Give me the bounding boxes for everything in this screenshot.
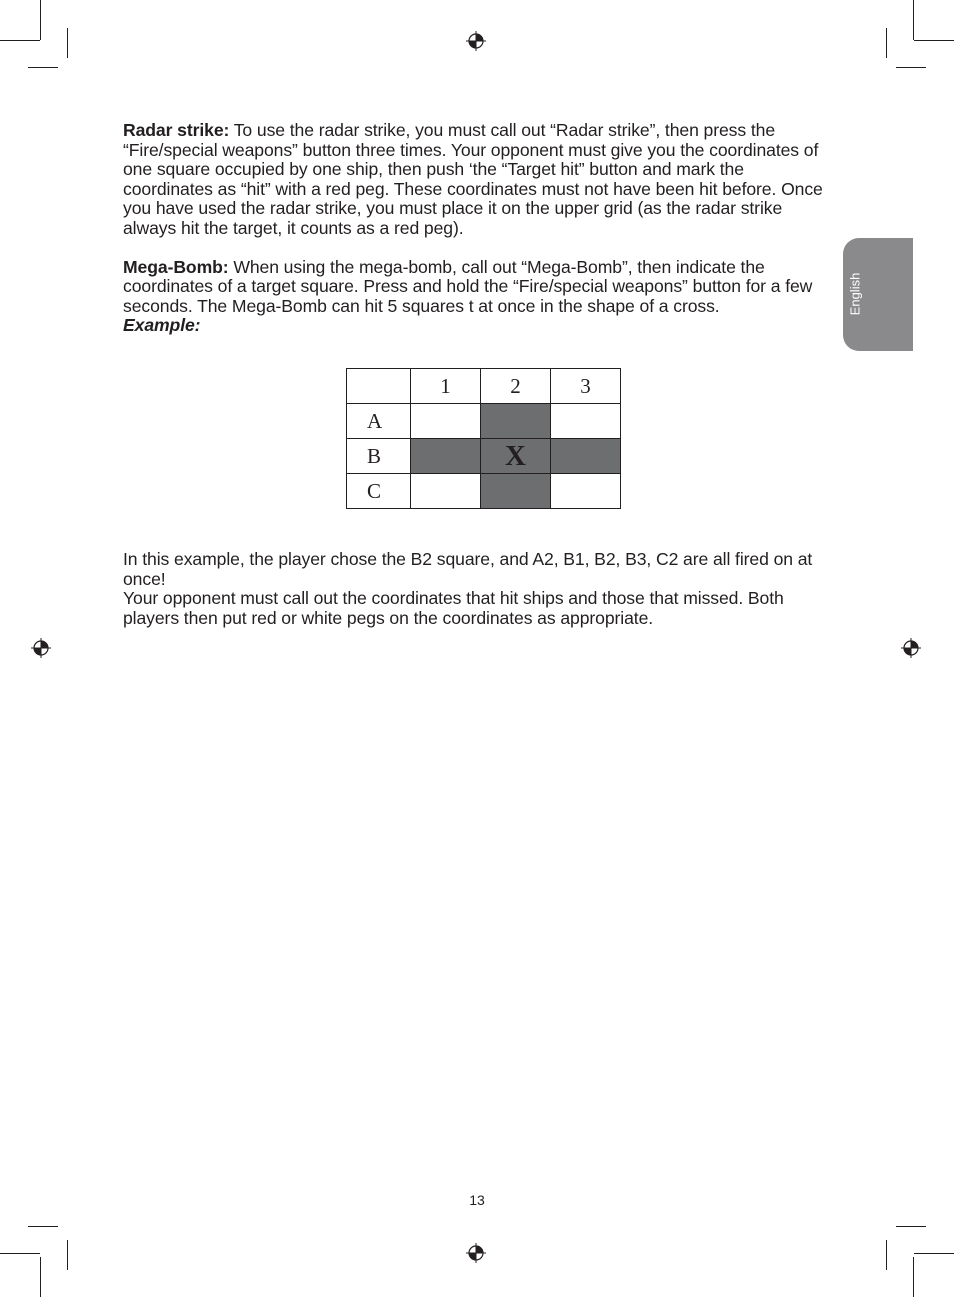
crop-mark [886, 1240, 887, 1270]
crop-mark [28, 67, 58, 68]
crop-mark [40, 0, 41, 40]
example-label: Example: [123, 315, 201, 335]
grid-cell-a3 [551, 404, 621, 439]
crop-mark [914, 1253, 954, 1254]
radar-strike-paragraph [123, 121, 833, 238]
crop-mark [0, 1253, 40, 1254]
grid-corner-cell [347, 369, 411, 404]
grid-cell-c2 [481, 474, 551, 509]
explanation-block [123, 550, 833, 628]
mega-bomb-paragraph [123, 258, 833, 317]
mega-bomb-heading: Mega-Bomb: [123, 256, 229, 277]
grid-cell-a2 [481, 404, 551, 439]
example-grid [346, 368, 621, 509]
grid-row-header: C [347, 474, 411, 509]
crop-mark [913, 0, 914, 40]
grid-cell-b3 [551, 439, 621, 474]
grid-cell-b1 [411, 439, 481, 474]
crop-mark [40, 1257, 41, 1297]
grid-column-header: 3 [551, 369, 621, 404]
grid-row-header: B [347, 439, 411, 474]
crop-mark [896, 67, 926, 68]
grid-cell-b2-target: X [481, 439, 551, 474]
crop-mark [914, 40, 954, 41]
radar-strike-body: To use the radar strike, you must call out “Radar strike”, then press the “Fire/special weapons” button three times. Your opponent must give you the coordinates of one square occupied by one ship, then push ‘the “Target hit” button and mark the coordinates as “hit” with a red peg. These coordinates must not have been hit before. Once you have used the radar strike, you must place it on the upper grid (as the radar strike always hit the target, it counts as a red peg). [123, 120, 823, 238]
grid-row [347, 439, 621, 474]
grid-column-header: 1 [411, 369, 481, 404]
page-number: 13 [469, 1192, 485, 1208]
crop-mark [0, 40, 40, 41]
crop-mark [67, 1240, 68, 1270]
crop-mark [886, 28, 887, 58]
explanation-line-2: Your opponent must call out the coordinates that hit ships and those that missed. Both players then put red or white pegs on the coordinates as appropriate. [123, 588, 784, 628]
grid-row [347, 404, 621, 439]
explanation-line-1: In this example, the player chose the B2 square, and A2, B1, B2, B3, C2 are all fired on at once! [123, 549, 813, 589]
registration-mark-icon [466, 1243, 486, 1263]
page-content [123, 121, 833, 336]
language-tab-label: English [847, 272, 863, 316]
grid-cell-c1 [411, 474, 481, 509]
grid-cell-c3 [551, 474, 621, 509]
grid-column-header: 2 [481, 369, 551, 404]
registration-mark-icon [901, 638, 921, 658]
crop-mark [913, 1257, 914, 1297]
registration-mark-icon [31, 638, 51, 658]
radar-strike-heading: Radar strike: [123, 120, 230, 140]
crop-mark [896, 1226, 926, 1227]
grid-cell-a1 [411, 404, 481, 439]
grid-row-header: A [347, 404, 411, 439]
crop-mark [28, 1226, 58, 1227]
registration-mark-icon [466, 31, 486, 51]
grid-row [347, 474, 621, 509]
grid-header-row [347, 369, 621, 404]
crop-mark [67, 28, 68, 58]
mega-bomb-body: When using the mega-bomb, call out “Mega-Bomb”, then indicate the coordinates of a target square. Press and hold the “Fire/special weapons” button for a few seconds. The Mega-Bomb can hit 5 squares t at once in the shape of a cross. [123, 256, 813, 316]
